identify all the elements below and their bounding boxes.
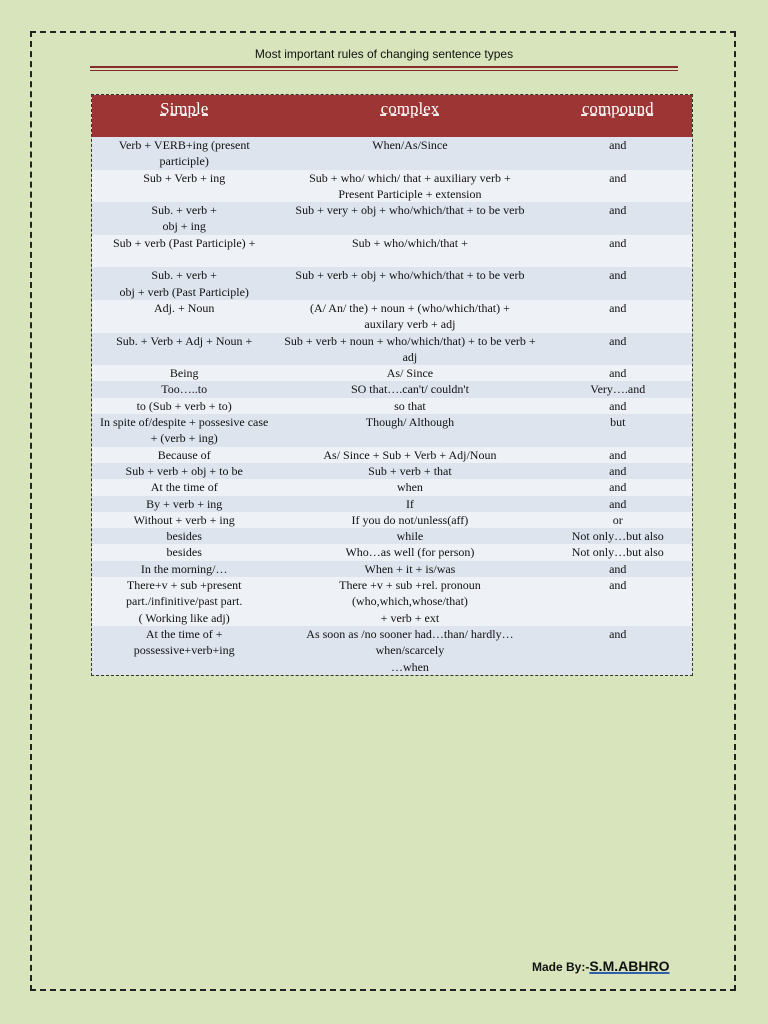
cell-complex: When/As/Since [372, 138, 448, 152]
page-title: Most important rules of changing sentence types [254, 47, 514, 61]
cell-complex: Sub + very + obj + who/which/that + to be verb [295, 203, 525, 218]
cell-simple: There+v + sub +present part./infinitive/past part. ( Working like adj) [126, 578, 243, 625]
table-row [92, 463, 692, 479]
table-row [92, 137, 692, 170]
cell-simple: Sub + Verb + ing [143, 170, 226, 185]
cell-simple: By + verb + ing [146, 496, 223, 511]
footer-credit [532, 958, 669, 974]
table-row [92, 170, 692, 203]
cell-compound: Not only…but also [571, 529, 664, 544]
cell-simple: Sub. + verb + obj + verb (Past Participle) [119, 268, 249, 299]
table-row [92, 528, 692, 544]
rules-table [91, 94, 693, 676]
cell-compound: and [609, 268, 627, 283]
cell-simple: besides [166, 529, 202, 544]
cell-compound: Very….and [590, 382, 646, 397]
cell-complex: Who…as well (for person) [345, 545, 475, 560]
table-body [92, 137, 692, 675]
cell-compound: and [609, 138, 627, 152]
cell-simple: At the time of + possessive+verb+ing [133, 626, 235, 658]
table-row [92, 365, 692, 381]
cell-simple: At the time of [150, 480, 218, 495]
table-row [92, 202, 692, 235]
table-row [92, 267, 692, 300]
cell-simple: Without + verb + ing [133, 512, 235, 527]
cell-complex: so that [394, 398, 426, 413]
cell-compound: and [609, 447, 627, 462]
cell-compound: Not only…but also [571, 545, 664, 560]
cell-complex: (A/ An/ the) + noun + (who/which/that) + auxilary verb + adj [309, 300, 510, 332]
table-row [92, 479, 692, 495]
table-row [92, 512, 692, 528]
table-row [92, 577, 692, 626]
cell-compound: and [609, 626, 627, 641]
cell-simple: Adj. + Noun [153, 300, 215, 315]
header-simple: Simple [160, 99, 209, 118]
table-header [92, 95, 692, 137]
cell-simple: Sub. + Verb + Adj + Noun + [116, 333, 253, 348]
cell-compound: and [609, 496, 627, 511]
cell-compound: and [609, 366, 627, 381]
table-row [92, 626, 692, 675]
table-row [92, 300, 692, 333]
cell-compound: and [609, 333, 627, 348]
cell-simple: Verb + VERB+ing (present participle) [118, 138, 250, 169]
table-row [92, 447, 692, 463]
cell-compound: and [609, 578, 627, 593]
cell-simple: Too…..to [161, 382, 208, 397]
table-row [92, 381, 692, 397]
cell-complex: Sub + who/which/that + [352, 235, 468, 250]
cell-simple: Sub. + verb + obj + ing [151, 203, 217, 234]
table-row [92, 398, 692, 414]
cell-complex: As soon as /no sooner had…than/ hardly… when/scarcely …when [306, 626, 514, 674]
cell-simple: In the morning/… [140, 561, 228, 576]
cell-complex: As/ Since [386, 366, 434, 381]
cell-complex: Sub + who/ which/ that + auxiliary verb + Present Participle + extension [309, 170, 511, 201]
cell-compound: but [610, 415, 626, 430]
cell-complex: Sub + verb + noun + who/which/that) + to be verb + adj [284, 333, 536, 364]
cell-complex: SO that….can't/ couldn't [350, 382, 469, 397]
cell-complex: There +v + sub +rel. pronoun (who,which,whose/that) + verb + ext [339, 578, 481, 625]
cell-compound: and [609, 480, 627, 495]
cell-simple: Sub + verb + obj + to be [125, 463, 243, 478]
cell-simple: In spite of/despite + possesive case + (verb + ing) [99, 415, 269, 446]
header-compound: compound [581, 99, 654, 118]
cell-compound: or [612, 512, 623, 527]
cell-complex: If [405, 496, 414, 511]
title-rule-thin [90, 70, 678, 71]
cell-complex: If you do not/unless(aff) [351, 512, 469, 527]
table-row [92, 496, 692, 512]
table-row [92, 333, 692, 366]
table-row [92, 414, 692, 447]
made-by-label: Made By:- [532, 960, 590, 974]
table-row [92, 235, 692, 268]
cell-simple: Sub + verb (Past Participle) + [112, 235, 256, 250]
cell-complex: Sub + verb + obj + who/which/that + to be verb [295, 268, 525, 283]
cell-complex: Sub + verb + that [368, 463, 452, 478]
author-name: S.M.ABHRO [589, 958, 670, 974]
cell-compound: and [609, 561, 627, 576]
cell-simple: besides [166, 545, 202, 560]
cell-compound: and [609, 300, 627, 315]
cell-complex: When + it + is/was [364, 561, 456, 576]
cell-complex: while [396, 529, 424, 544]
cell-compound: and [609, 463, 627, 478]
cell-simple: Because of [157, 447, 211, 462]
cell-complex: when [396, 480, 423, 495]
cell-compound: and [609, 398, 627, 413]
cell-complex: Though/ Although [365, 415, 455, 430]
cell-compound: and [609, 235, 627, 250]
cell-simple: to (Sub + verb + to) [136, 398, 232, 413]
header-complex: complex [380, 99, 440, 118]
table-row [92, 561, 692, 577]
cell-complex: As/ Since + Sub + Verb + Adj/Noun [323, 447, 497, 462]
cell-compound: and [609, 203, 627, 218]
cell-simple: Being [169, 366, 199, 381]
title-rule [90, 66, 678, 68]
cell-compound: and [609, 170, 627, 185]
table-row [92, 544, 692, 560]
